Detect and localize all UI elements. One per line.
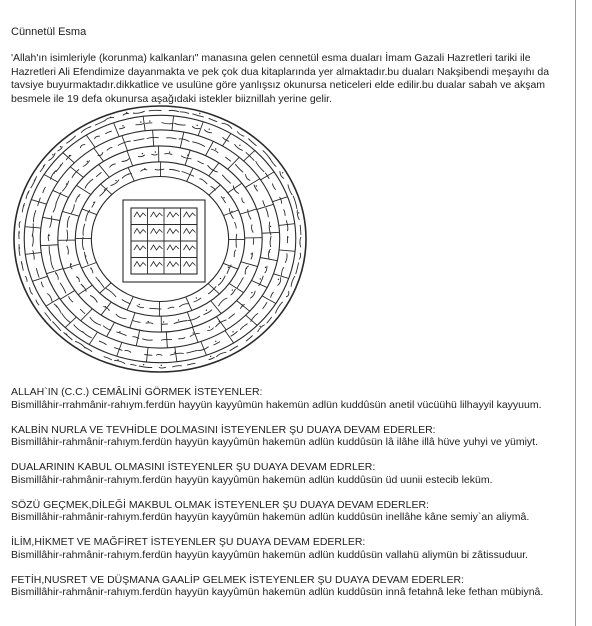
talisman-seal-image [12,104,310,374]
section-2 [11,461,573,486]
section-4 [11,536,573,561]
section-heading: İLİM,HİKMET VE MAĞFİRET İSTEYENLER ŞU DUAYA DEVAM EDERLER: [11,536,366,549]
section-0 [11,386,573,411]
section-heading: KALBİN NURLA VE TEVHİDLE DOLMASINI İSTEYENLER ŞU DUAYA DEVAM EDERLER: [11,423,436,436]
section-heading: FETİH,NUSRET VE DÜŞMANA GAALİP GELMEK İSTEYENLER ŞU DUAYA DEVAM EDERLER: [11,573,464,586]
intro-paragraph: 'Allah'ın isimleriyle (korunma) kalkanları" manasına gelen cennetül esma duaları İmam Gazali Hazretleri tariki ile Hazretleri Ali Efendimize dayanmakta ve pek çok dua kitaplarında yer almaktadır.bu duaları Nakşibendi meşayıhı da tavsiye buyurmaktadır.dikkatlice ve usulüne göre yanlışsız okunursa neticeleri elde edilir.bu dualar sabah ve akşam besmele ile 19 defa okunursa aşağıdaki istekler biiznillah yerine gelir. [11,52,550,105]
section-5 [11,574,573,599]
section-prayer: Bismillâhir-rrahmânir-rahıym.ferdün hayyün kayyûmün hakemün adlün kuddûsün anetil vücüühü lilhayyil kayyuum. [11,398,542,411]
section-prayer: Bismillâhir-rahmânir-rahıym.ferdün hayyün kayyûmün hakemün adlün kuddûsün üd uunii estecib leküm. [11,473,493,486]
prayer-sections [11,386,573,612]
section-heading: DUALARININ KABUL OLMASINI İSTEYENLER ŞU DUAYA DEVAM EDRLER: [11,461,376,474]
section-prayer: Bismillâhir-rahmânir-rahıym.ferdün hayyün kayyûmün hakemün adlün kuddûsün inellâhe kâne semiy`an aliymâ. [11,511,530,524]
section-heading: ALLAH`IN (C.C.) CEMÂLİNİ GÖRMEK İSTEYENLER: [11,386,263,398]
section-1 [11,424,573,449]
document-title: Cünnetül Esma [11,26,87,38]
section-heading: SÖZÜ GEÇMEK,DİLEĞİ MAKBUL OLMAK İSTEYENLER ŞU DUAYA DEVAM EDERLER: [11,498,429,511]
section-prayer: Bismillâhir-rahmânir-rahıym.ferdün hayyün kayyûmün hakemün adlün kuddûsün innâ fetahnâ leke fethan mübiynâ. [11,586,544,599]
section-prayer: Bismillâhir-rahmânir-rahıym.ferdün hayyün kayyûmün hakemün adlün kuddûsün vallahü aliymün bi zâtissuduur. [11,548,529,561]
section-3 [11,499,573,524]
section-prayer: Bismillâhir-rahmânir-rahıym.ferdün hayyün kayyûmün hakemün adlün kuddûsün lâ ilâhe illâ hüve yuhyi ve yümiyt. [11,436,539,449]
